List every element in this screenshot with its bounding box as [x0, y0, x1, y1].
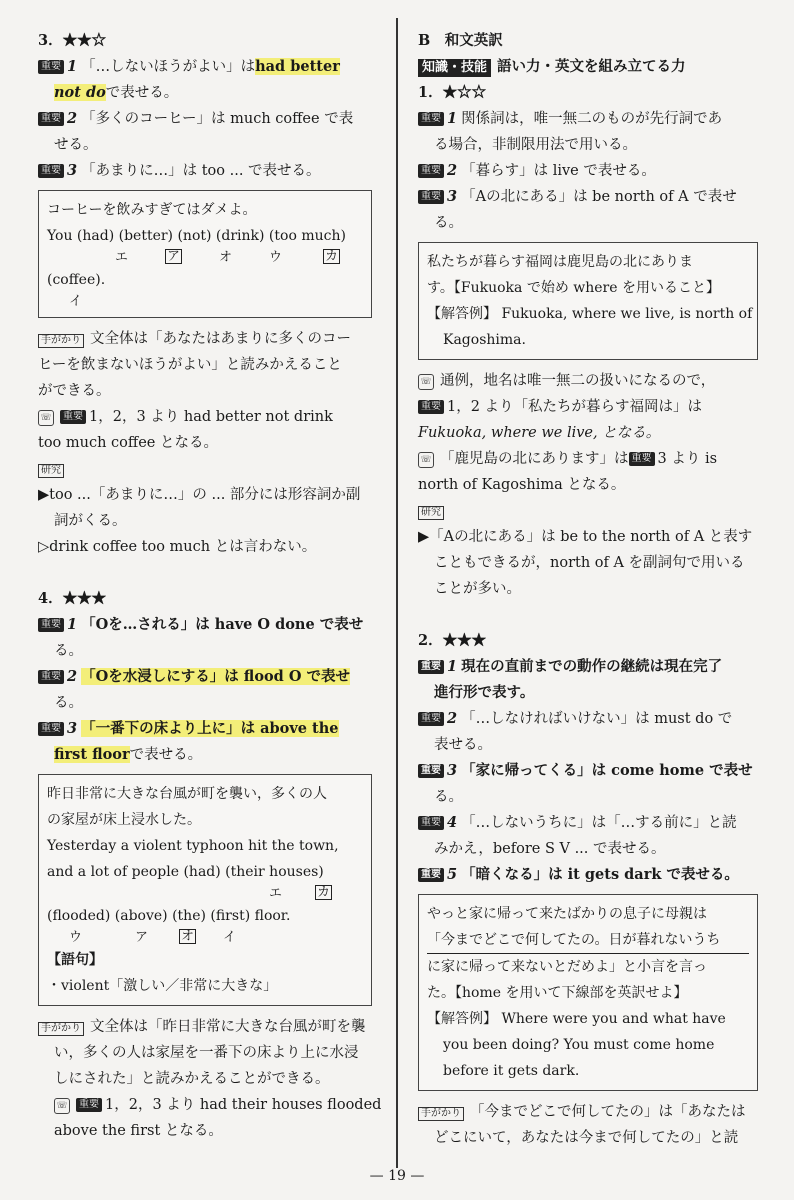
point-1: 重要 1 「…しないほうがよい」はhad better	[38, 54, 372, 80]
right-column: B 和文英訳 知識・技能 語い力・英文を組み立てる力 1．★☆☆ 重要 1 関係詞は，唯一無二のものが先行詞であ る場合，非制限用法で用いる。 重要 2 「暮らす」は live で表せる。 重要 3 「Aの北にある」は be north of A で表せ る。 私たちが暮らす福岡は鹿児島の北にありま す。【Fukuoka で始め where を用いること】 【解答例】 Fukuoka, where we live, is north of Kagoshima. ☏ 通例，地名は唯一無二の扱いになるので， 重要 1，2 より「私たちが暮らす福岡は」は Fukuoka, where we live, となる。 ☏ 「鹿児島の北にあります」は 重要 3 より is north of Kagoshima となる。 研究 ▶「Aの北にある」は be to the north of A と表す こともできるが，north of A を副詞句で用いる ことが多い。 2．★★★ 重要 1 現在の直前までの動作の継続は現在完了 進行形で表す。 重要 2 「…しなければいけない」は must do で 表せる。 重要 3 「家に帰ってくる」は come home で表せ る。 重要 4 「…しないうちに」は「…する前に」と読 みかえ，before S V ... で表せる。 重要 5 「暗くなる」は it gets dark で表せる。 やっと家に帰って来たばかりの息子に母親は 「今までどこで何してたの。日が暮れないうち に家に帰って来ないとだめよ」と小言を言っ た。【home を用いて下線部を英訳せよ】 【解答例】 Where were you and what have you been doing? You must come home before it gets dark. 手がかり 「今までどこで何してたの」は「あなたは どこにいて，あなたは今まで何してたの」と読	[418, 28, 758, 1151]
answer-line: ☏ 重要 1，2，3 より had better not drink	[38, 404, 372, 430]
juyo-tag: 重要	[38, 60, 64, 74]
section-3-heading: 3．★★☆	[38, 32, 107, 49]
point-2: 重要 2 「多くのコーヒー」は much coffee で表	[38, 106, 372, 132]
skill-tag: 知識・技能	[418, 59, 491, 77]
hint: 手がかり 文全体は「あなたはあまりに多くのコー	[38, 326, 372, 352]
left-column: 3．★★☆ 重要 1 「…しないほうがよい」はhad better not doで表せる。 重要 2 「多くのコーヒー」は much coffee で表 せる。 重要 3 「あまりに…」は too ... で表せる。 コーヒーを飲みすぎてはダメよ。 You (had) (better) (not) (drink) (too much) エ ア オ ウ カ (coffee). イ 手がかり 文全体は「あなたはあまりに多くのコー ヒーを飲まないほうがよい」と読みかえること ができる。 ☏ 重要 1，2，3 より had better not drink too much coffee となる。 研究 ▶too ...「あまりに…」の ... 部分には形容詞か副 詞がくる。 ▷drink coffee too much とは言わない。 4．★★★ 重要 1 「Oを…される」は have O done で表せ る。 重要 2 「Oを水浸しにする」は flood O で表せ る。 重要 3 「一番下の床より上に」は above the first floorで表せる。 昨日非常に大きな台風が町を襲い，多くの人 の家屋が床上浸水した。 Yesterday a violent typhoon hit the town, and a lot of people (had) (their houses) エ カ (flooded) (above) (the) (first) floor. ウ ア オ イ 【語句】 ・violent「激しい／非常に大きな」 手がかり 文全体は「昨日非常に大きな台風が町を襲 い，多くの人は家屋を一番下の床より上に水浸 しにされた」と読みかえることができる。 ☏ 重要 1，2，3 より had their houses flooded above the first となる。	[38, 28, 372, 1144]
kenkyu-tag: 研究	[38, 464, 64, 478]
question-box-2: やっと家に帰って来たばかりの息子に母親は 「今までどこで何してたの。日が暮れないうち に家に帰って来ないとだめよ」と小言を言っ た。【home を用いて下線部を英訳せよ】 【解答例】 Where were you and what have you been doing? You must come home before it gets dark.	[418, 894, 758, 1091]
phone-icon: ☏	[418, 452, 434, 468]
phone-icon: ☏	[418, 374, 434, 390]
answer-labels: エ ア オ ウ カ	[115, 249, 339, 265]
phone-icon: ☏	[54, 1098, 70, 1114]
column-divider	[396, 18, 398, 1168]
section-b-heading: B 和文英訳	[418, 32, 503, 49]
question-box-4: 昨日非常に大きな台風が町を襲い，多くの人 の家屋が床上浸水した。 Yesterday a violent typhoon hit the town, and a lot of people (had) (their houses) エ カ (flooded) (above) (the) (first) floor. ウ ア オ イ 【語句】 ・violent「激しい／非常に大きな」	[38, 774, 372, 1006]
question-box-3: コーヒーを飲みすぎてはダメよ。 You (had) (better) (not) (drink) (too much) エ ア オ ウ カ (coffee). イ	[38, 190, 372, 318]
phone-icon: ☏	[38, 410, 54, 426]
point-3: 重要 3 「あまりに…」は too ... で表せる。	[38, 158, 372, 184]
section-4-heading: 4．★★★	[38, 590, 107, 607]
page-number: — 19 —	[369, 1168, 425, 1184]
question-box-b1: 私たちが暮らす福岡は鹿児島の北にありま す。【Fukuoka で始め where を用いること】 【解答例】 Fukuoka, where we live, is north of Kagoshima.	[418, 242, 758, 360]
section-2-heading: 2．★★★	[418, 632, 487, 649]
